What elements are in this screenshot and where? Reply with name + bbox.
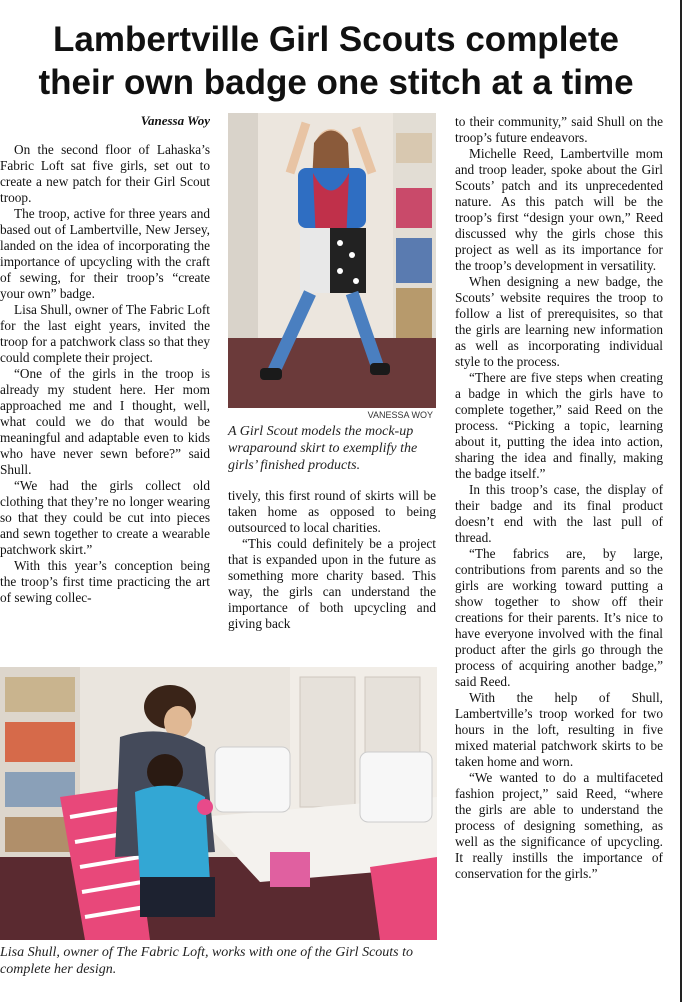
article-column-2 [228, 488, 436, 632]
photo-sewing-class [0, 667, 437, 940]
paragraph: Michelle Reed, Lambertville mom and troop leader, spoke about the Girl Scouts’ patch and its unprecedented nature. As this patch will be the troop’s first “design your own,” Reed discussed why the girls chose this project as well as its importance for the troop’s development in versatility. [455, 146, 663, 273]
article-column-3 [455, 114, 663, 882]
paragraph: “One of the girls in the troop is already my student here. Her mom approached me and I thought, well, what could we do that would be meaningful and adaptable even to kids who have never sewn before?” said Shull. [0, 366, 210, 477]
paragraph: “We wanted to do a multifaceted fashion project,” said Reed, “where the girls are able to understand the process of designing something, as well as the significance of upcycling. It really instills the importance of conservation for the girls.” [455, 770, 663, 881]
paragraph: With the help of Shull, Lambertville’s troop worked for two hours in the loft, resulting in five mixed material patchwork skirts to be taken home and worn. [455, 690, 663, 769]
photo-caption: Lisa Shull, owner of The Fabric Loft, works with one of the Girl Scouts to complete her design. [0, 945, 414, 977]
byline: Vanessa Woy [140, 113, 210, 128]
photo-girl-scout-skirt [228, 113, 436, 408]
photo-credit: VANESSA WOY [367, 410, 433, 420]
column-rule [680, 0, 682, 1002]
article-column-1 [0, 142, 210, 606]
paragraph: “We had the girls collect old clothing that they’re no longer wearing so that they could be cut into pieces and sewn together to create a wearable patchwork skirt.” [0, 478, 210, 557]
paragraph: to their community,” said Shull on the troop’s future endeavors. [455, 114, 663, 145]
paragraph: “There are five steps when creating a badge in which the girls have to complete together,” said Reed on the process. “Picking a topic, learning about it, putting the idea into action, sharing the idea and finally, making the badge itself.” [455, 370, 663, 481]
photo-caption: A Girl Scout models the mock-up wraparound skirt to exemplify the girls’ finished products. [228, 424, 418, 473]
paragraph: The troop, active for three years and based out of Lambertville, New Jersey, landed on the idea of incorporating the importance of upcycling with the craft of sewing, for their troop’s “create your own” badge. [0, 206, 210, 301]
paragraph: On the second floor of Lahaska’s Fabric Loft sat five girls, set out to create a new patch for their Girl Scout troop. [0, 142, 210, 205]
headline [0, 18, 672, 104]
paragraph: In this troop’s case, the display of their badge and its final product doesn’t end with the last pull of thread. [455, 482, 663, 545]
paragraph: “The fabrics are, by large, contributions from parents and so the girls are working toward putting a show together to show off their creations for their parents. It’s nice to have everyone involved with the final product after the girls go through the process of acquiring another badge,” said Reed. [455, 546, 663, 689]
headline-line-2: their own badge one stitch at a time [38, 63, 634, 102]
paragraph: Lisa Shull, owner of The Fabric Loft for the last eight years, invited the troop for a patchwork class so that they could complete their project. [0, 302, 210, 365]
paragraph: With this year’s conception being the troop’s first time practicing the art of sewing collec- [0, 558, 210, 605]
paragraph: When designing a new badge, the Scouts’ website requires the troop to follow a list of prerequisites, so that the girls are learning new information as well as incorporating individual style to the process. [455, 274, 663, 369]
headline-line-1: Lambertville Girl Scouts complete [53, 20, 619, 59]
paragraph: tively, this first round of skirts will be taken home as opposed to being outsourced to local charities. [228, 488, 436, 535]
paragraph: “This could definitely be a project that is expanded upon in the future as something more charity based. This way, the girls can understand the importance of both upcycling and giving back [228, 536, 436, 631]
